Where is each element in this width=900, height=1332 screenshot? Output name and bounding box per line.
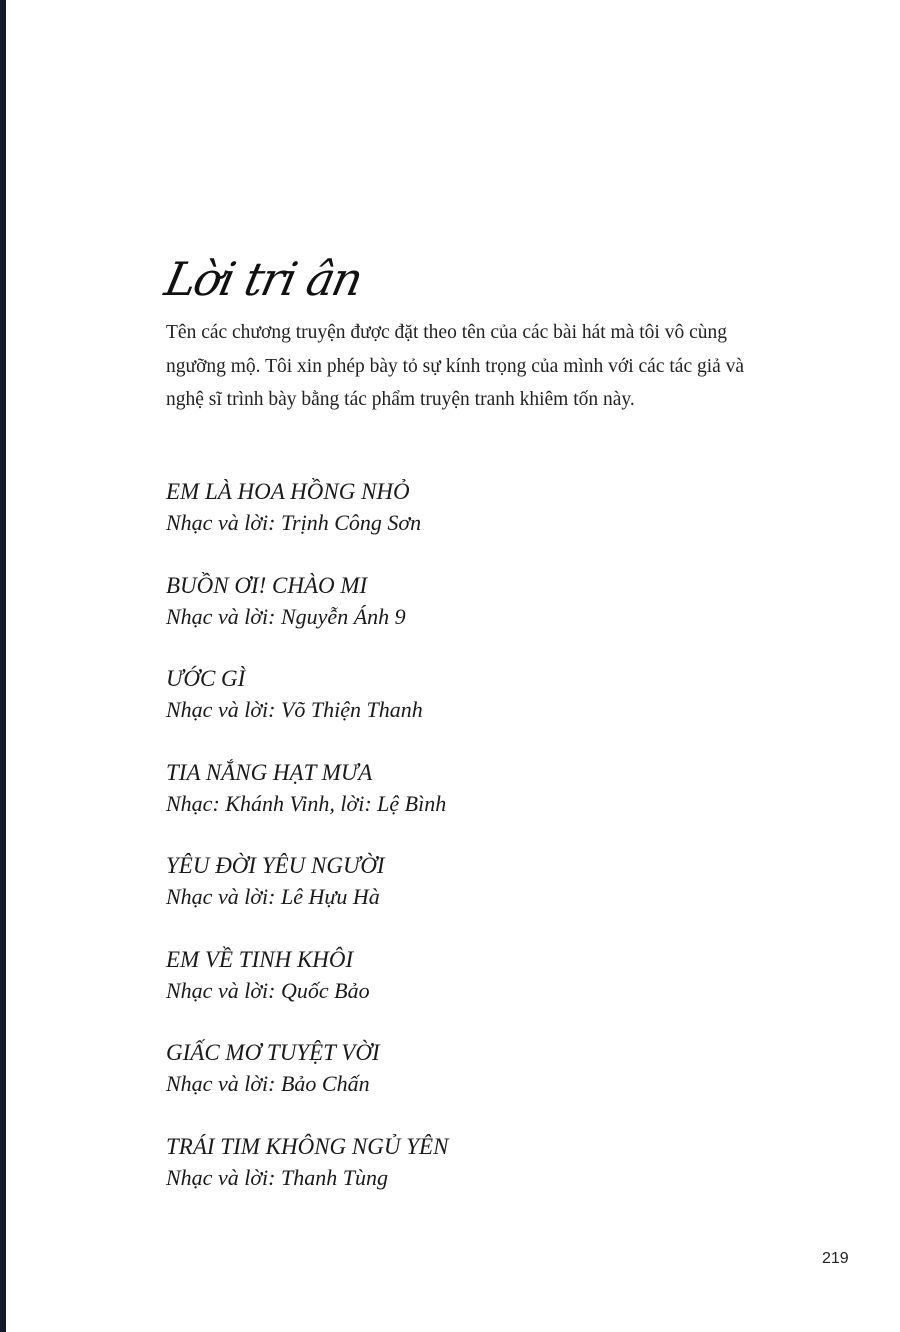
credit-entry xyxy=(166,757,448,851)
intro-paragraph: Tên các chương truyện được đặt theo tên của các bài hát mà tôi vô cùng ngưỡng mộ. Tôi xin phép bày tỏ sự kính trọng của mình với các tác giả và nghệ sĩ trình bày bằng tác phẩm truyện tranh khiêm tốn này. xyxy=(166,322,745,410)
song-title: BUỒN ƠI! CHÀO MI xyxy=(166,572,368,598)
song-author: Nhạc và lời: Lê Hựu Hà xyxy=(166,884,380,909)
page-number: 219 xyxy=(822,1250,849,1267)
credit-entry xyxy=(166,1037,448,1131)
song-author: Nhạc và lời: Nguyễn Ánh 9 xyxy=(166,603,406,629)
song-title: ƯỚC GÌ xyxy=(166,666,246,691)
song-author: Nhạc và lời: Quốc Bảo xyxy=(166,977,370,1003)
credits-list xyxy=(166,476,448,1224)
credit-entry xyxy=(166,570,448,664)
credit-entry xyxy=(166,1131,448,1225)
song-title: EM VỀ TINH KHÔI xyxy=(166,946,354,972)
song-title: TRÁI TIM KHÔNG NGỦ YÊN xyxy=(166,1133,449,1159)
page-edge xyxy=(0,0,6,1332)
credit-entry xyxy=(166,663,448,757)
song-author: Nhạc và lời: Trịnh Công Sơn xyxy=(166,510,422,535)
song-author: Nhạc và lời: Bảo Chấn xyxy=(166,1071,370,1096)
song-title: YÊU ĐỜI YÊU NGƯỜI xyxy=(166,853,385,878)
page-title: Lời tri ân xyxy=(160,252,367,306)
credit-entry xyxy=(166,944,448,1038)
song-author: Nhạc: Khánh Vinh, lời: Lệ Bình xyxy=(166,790,447,816)
song-title: TIA NẮNG HẠT MƯA xyxy=(166,759,373,785)
song-title: EM LÀ HOA HỒNG NHỎ xyxy=(166,479,410,504)
credit-entry xyxy=(166,476,448,570)
credit-entry xyxy=(166,850,448,944)
song-author: Nhạc và lời: Thanh Tùng xyxy=(166,1164,388,1190)
song-author: Nhạc và lời: Võ Thiện Thanh xyxy=(166,697,423,722)
song-title: GIẤC MƠ TUYỆT VỜI xyxy=(166,1040,380,1065)
